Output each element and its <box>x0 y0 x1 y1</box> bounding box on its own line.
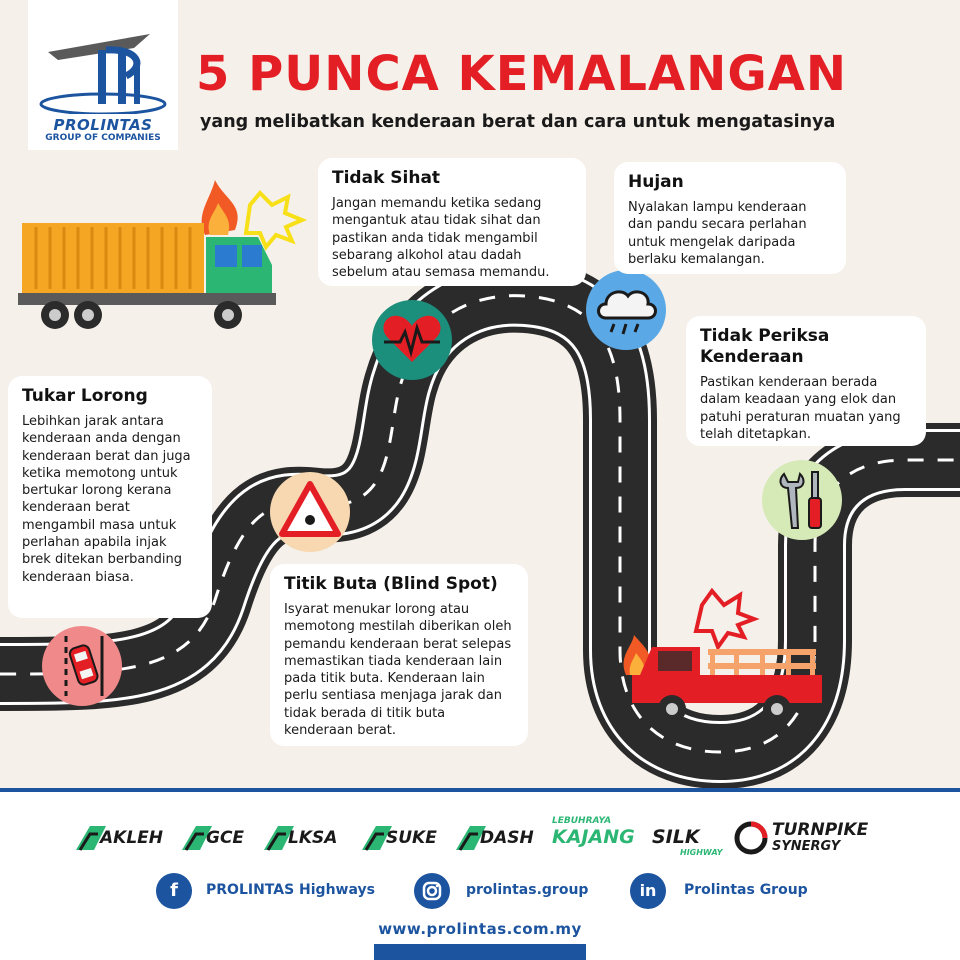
cause-text: Nyalakan lampu kenderaan dan pandu secara perlahan untuk mengelak daripada berlaku kemalangan. <box>628 200 807 267</box>
cause-title: Tidak Sihat <box>332 168 441 188</box>
facebook-icon[interactable]: f <box>156 873 192 909</box>
cause-text: Lebihkan jarak antara kenderaan anda dengan kenderaan berat dan juga ketika memotong untuk bertukar lorong kerana kenderaan berat mengambil masa untuk perlahan apabila injak brek ditekan berbanding kenderaan biasa. <box>22 414 191 585</box>
page-title: 5 PUNCA KEMALANGAN <box>196 46 848 102</box>
cause-card-titik-buta <box>270 564 528 746</box>
warning-triangle-icon <box>268 470 352 554</box>
instagram-link[interactable]: prolintas.group <box>466 882 589 898</box>
cause-text: Pastikan kenderaan berada dalam keadaan yang elok dan patuhi peraturan muatan yang telah ditetapkan. <box>700 375 901 442</box>
instagram-icon[interactable] <box>414 873 450 909</box>
prolintas-logo <box>28 0 178 150</box>
page-subtitle: yang melibatkan kenderaan berat dan cara untuk mengatasinya <box>200 112 836 132</box>
facebook-link[interactable]: PROLINTAS Highways <box>206 882 375 898</box>
cause-text: Jangan memandu ketika sedang mengantuk atau tidak sihat dan pastikan anda tidak mengambil sebarang alkohol atau dadah sebelum atau semasa memandu. <box>332 196 550 281</box>
partner-logo-suke: SUKE <box>362 820 452 854</box>
cause-title: Titik Buta (Blind Spot) <box>284 574 498 594</box>
pickup-truck-illustration <box>612 585 832 735</box>
linkedin-link[interactable]: Prolintas Group <box>684 882 808 898</box>
cause-card-tukar-lorong <box>8 376 212 618</box>
partner-logo-dash: DASH <box>456 820 546 854</box>
partner-logo-turnpike-synergy: TURNPIKE SYNERGY <box>734 818 894 860</box>
rain-cloud-icon <box>584 268 668 352</box>
partner-logo-kajang-silk: LEBUHRAYA KAJANG SILK HIGHWAY <box>552 816 723 857</box>
website-link[interactable]: www.prolintas.com.my <box>378 920 582 938</box>
cause-title: Tukar Lorong <box>22 386 148 406</box>
logo-subtitle: GROUP OF COMPANIES <box>45 133 161 143</box>
cause-text: Isyarat menukar lorong atau memotong mestilah diberikan oleh pemandu kenderaan berat selepas memastikan tiada kenderaan lain pada titik buta. Kenderaan lain perlu sentiasa menjaga jarak dan tidak berada di titik buta kenderaan berat. <box>284 602 512 739</box>
cause-card-tidak-sihat <box>318 158 586 286</box>
cause-card-hujan <box>614 162 846 274</box>
bottom-accent-bar <box>374 944 586 960</box>
linkedin-icon[interactable]: in <box>630 873 666 909</box>
partner-logo-gce: GCE <box>182 820 262 854</box>
cause-card-tidak-periksa <box>686 316 926 446</box>
cause-title: Tidak Periksa Kenderaan <box>700 326 830 367</box>
partner-logo-akleh: AKLEH <box>76 820 176 854</box>
tools-icon <box>760 458 844 542</box>
logo-name: PROLINTAS <box>53 116 153 134</box>
partner-logo-lksa: LKSA <box>264 820 354 854</box>
lane-change-icon <box>40 624 124 708</box>
cause-title: Hujan <box>628 172 684 192</box>
heart-pulse-icon <box>370 298 454 382</box>
container-truck-illustration <box>10 175 310 335</box>
